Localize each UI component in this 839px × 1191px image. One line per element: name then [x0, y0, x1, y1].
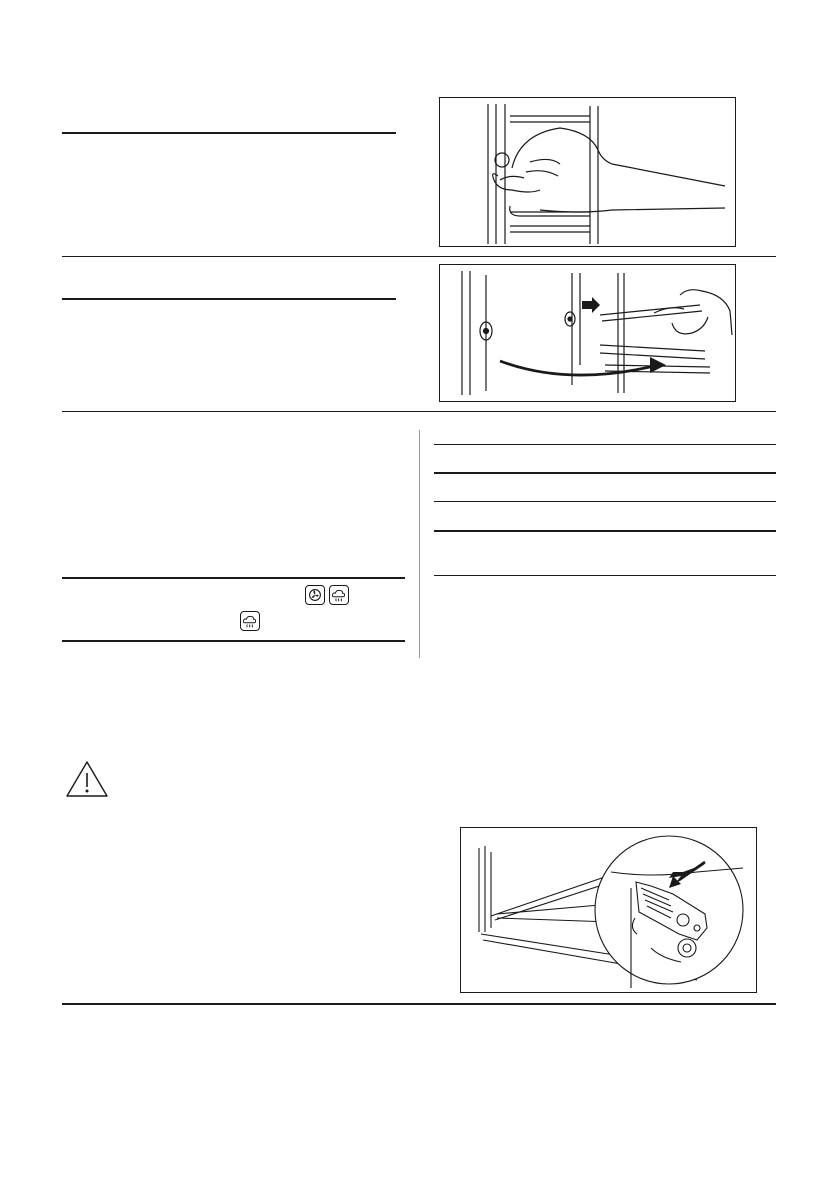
left-col-rule-2 [62, 640, 405, 642]
right-col-rule-5 [434, 575, 776, 576]
section-divider-1 [62, 256, 776, 257]
steam-cloud-icon [240, 611, 260, 631]
fan-heat-icon [305, 585, 325, 605]
section2-underline [62, 298, 396, 300]
right-col-rule-2 [434, 472, 776, 474]
warning-triangle-icon [65, 760, 109, 798]
oven-interior-magnified-illustration [461, 828, 756, 992]
section-divider-2 [62, 411, 776, 412]
column-separator [419, 430, 420, 658]
right-col-rule-3 [434, 501, 776, 502]
section1-underline [62, 132, 396, 134]
hand-rail-illustration [440, 98, 735, 246]
figure-hand-on-shelf-support [439, 97, 736, 247]
figure-remove-shelf-support [439, 264, 736, 402]
right-col-rule-1 [434, 444, 776, 445]
left-col-rule-1 [62, 577, 405, 579]
rail-removal-illustration [440, 265, 735, 401]
bottom-divider [62, 1003, 776, 1005]
figure-oven-lamp-cover [460, 827, 757, 993]
steam-cloud-icon [329, 585, 349, 605]
right-col-rule-4 [434, 530, 776, 532]
